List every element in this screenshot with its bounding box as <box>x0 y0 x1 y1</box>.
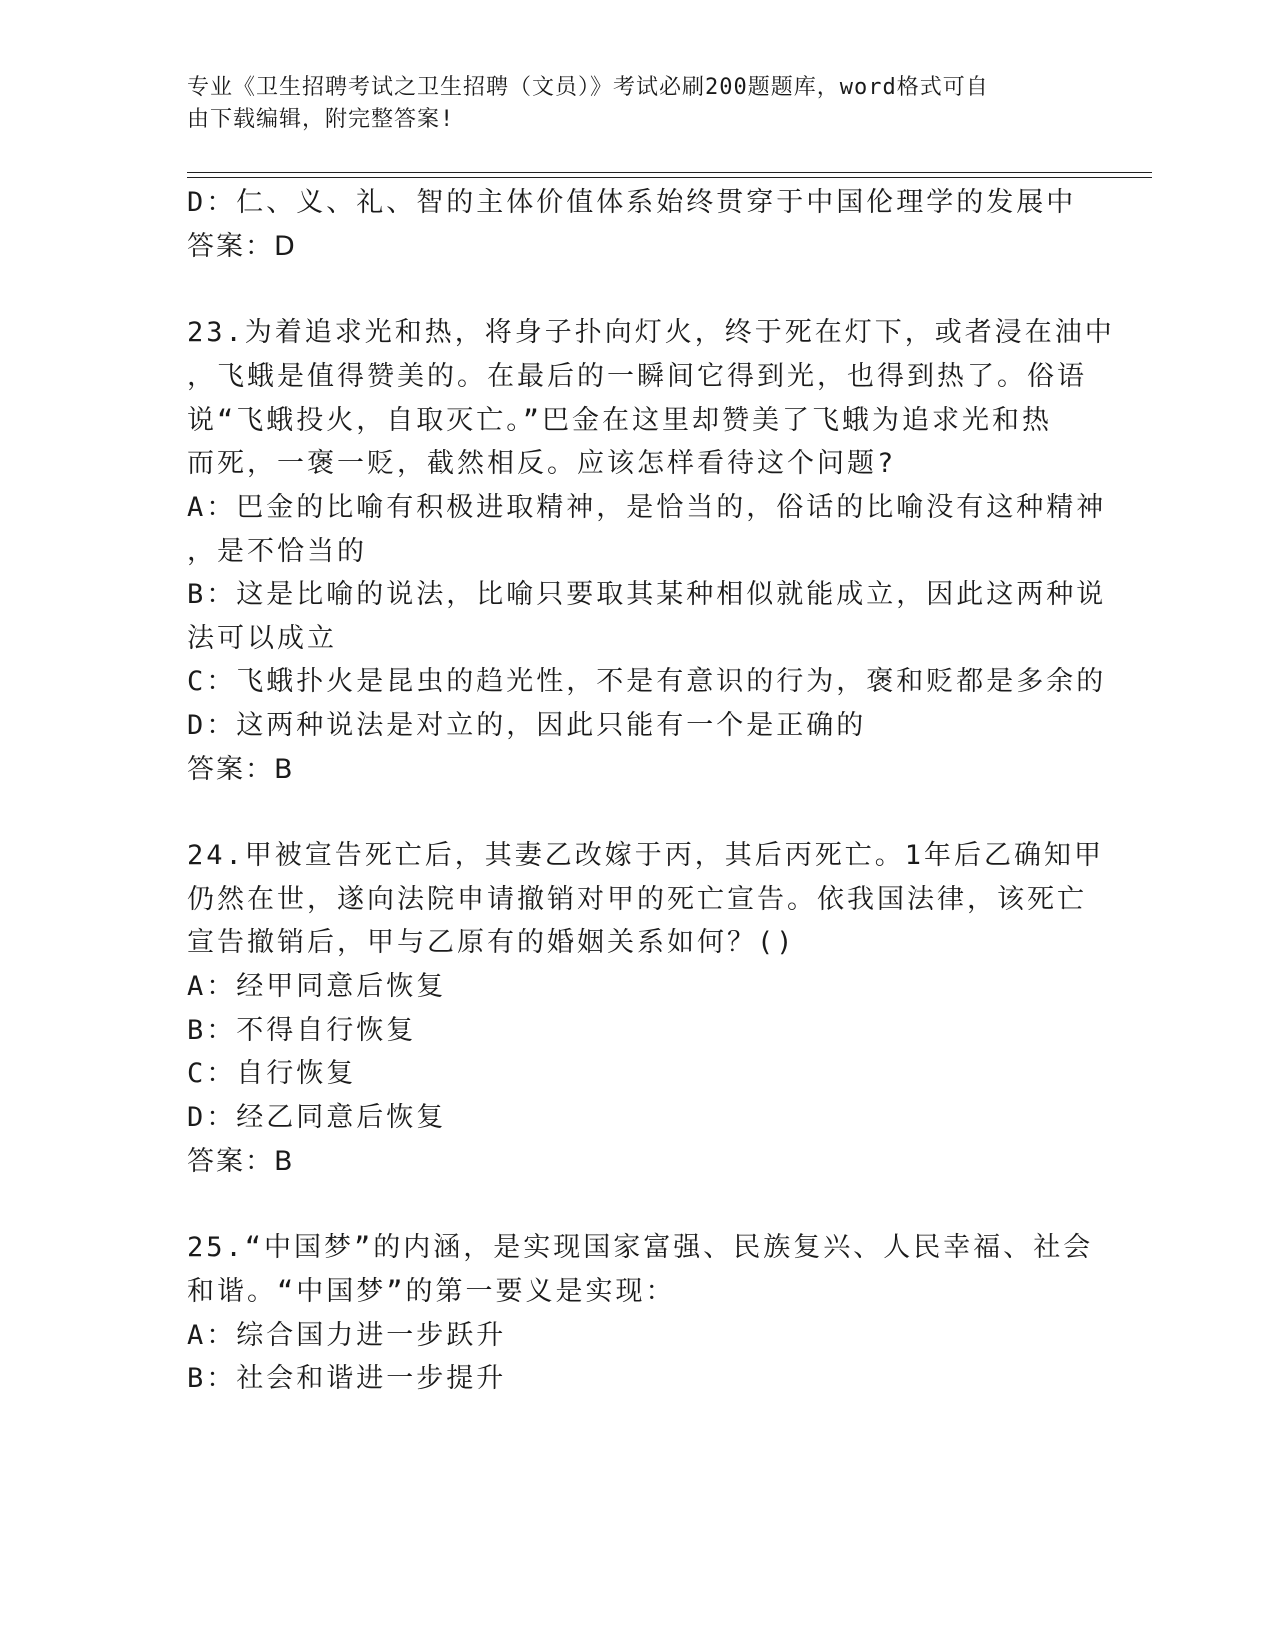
header-rule-bottom <box>187 177 1152 178</box>
q24-option-a: A：经甲同意后恢复 <box>187 971 447 1002</box>
header-title-line-1: 专业《卫生招聘考试之卫生招聘（文员）》考试必刷200题题库，word格式可自 <box>187 75 989 100</box>
q24-option-d: D：经乙同意后恢复 <box>187 1102 447 1133</box>
prev-option-d: D：仁、义、礼、智的主体价值体系始终贯穿于中国伦理学的发展中 <box>187 187 1077 218</box>
q25-option-b: B：社会和谐进一步提升 <box>187 1363 507 1394</box>
prev-answer: 答案：D <box>187 231 297 262</box>
header-title-line-2: 由下载编辑，附完整答案! <box>187 107 455 132</box>
header-rule-top <box>187 172 1152 173</box>
q23-option-c: C：飞蛾扑火是昆虫的趋光性，不是有意识的行为，褒和贬都是多余的 <box>187 666 1107 697</box>
q23-stem-line-4: 而死，一褒一贬，截然相反。应该怎样看待这个问题? <box>187 448 897 479</box>
q23-stem-line-1: 23.为着追求光和热，将身子扑向灯火，终于死在灯下，或者浸在油中 <box>187 317 1115 348</box>
q23-option-b-line-2: 法可以成立 <box>187 623 337 654</box>
q25-stem-line-2: 和谐。“中国梦”的第一要义是实现： <box>187 1276 676 1307</box>
q24-option-b: B：不得自行恢复 <box>187 1015 417 1046</box>
q24-answer: 答案：B <box>187 1146 295 1177</box>
q23-option-a-line-2: ，是不恰当的 <box>187 536 367 567</box>
q25-stem-line-1: 25.“中国梦”的内涵，是实现国家富强、民族复兴、人民幸福、社会 <box>187 1232 1094 1263</box>
q24-stem-line-2: 仍然在世，遂向法院申请撤销对甲的死亡宣告。依我国法律，该死亡 <box>187 884 1087 915</box>
q24-stem-line-3: 宣告撤销后，甲与乙原有的婚姻关系如何？() <box>187 927 796 958</box>
q24-option-c: C：自行恢复 <box>187 1058 357 1089</box>
q23-answer: 答案：B <box>187 754 295 785</box>
q23-option-b-line-1: B：这是比喻的说法，比喻只要取其某种相似就能成立，因此这两种说 <box>187 579 1107 610</box>
q23-option-d: D：这两种说法是对立的，因此只能有一个是正确的 <box>187 710 867 741</box>
q23-stem-line-2: ，飞蛾是值得赞美的。在最后的一瞬间它得到光，也得到热了。俗语 <box>187 361 1087 392</box>
q23-stem-line-3: 说“飞蛾投火，自取灭亡。”巴金在这里却赞美了飞蛾为追求光和热 <box>187 405 1053 436</box>
q25-option-a: A：综合国力进一步跃升 <box>187 1320 507 1351</box>
q24-stem-line-1: 24.甲被宣告死亡后，其妻乙改嫁于丙，其后丙死亡。1年后乙确知甲 <box>187 840 1105 871</box>
q23-option-a-line-1: A：巴金的比喻有积极进取精神，是恰当的，俗话的比喻没有这种精神 <box>187 492 1107 523</box>
